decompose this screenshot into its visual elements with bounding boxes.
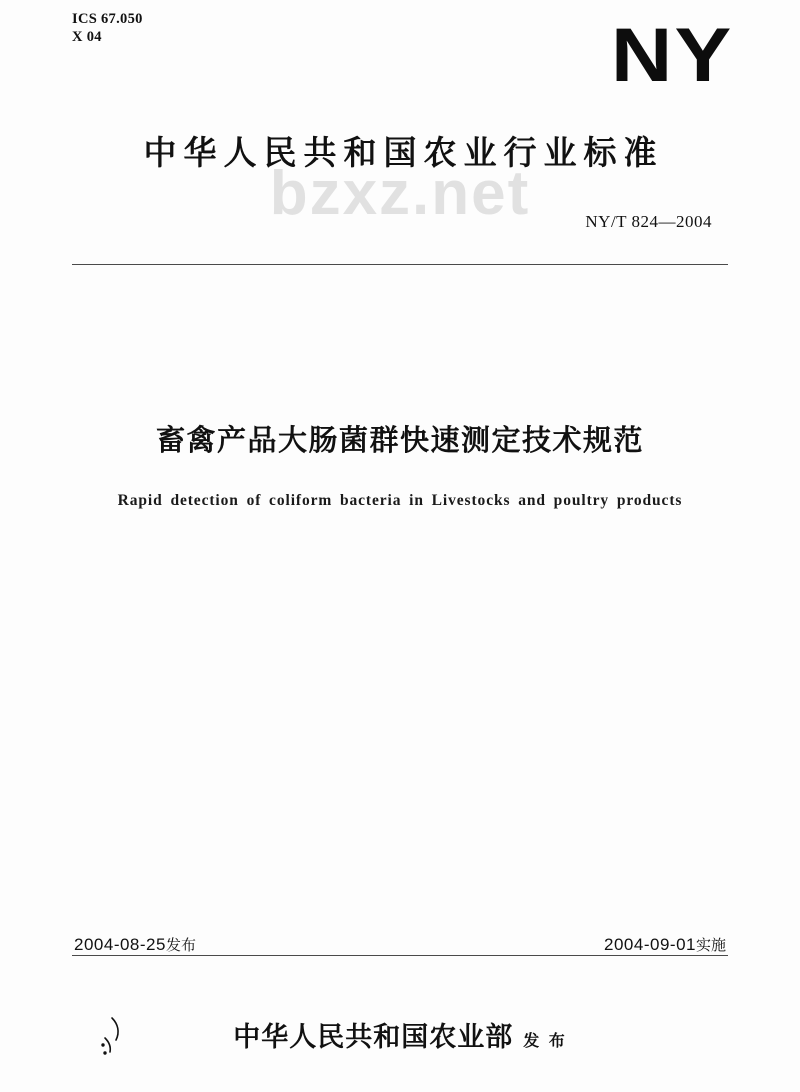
issue-date-block bbox=[74, 934, 196, 955]
standard-title-english: Rapid detection of coliform bacteria in Livestocks and poultry products bbox=[117, 492, 683, 509]
publisher-verb: 发 布 bbox=[523, 1031, 567, 1050]
standard-title-chinese: 畜禽产品大肠菌群快速测定技术规范 bbox=[155, 423, 644, 457]
effective-date-label: 实施 bbox=[695, 936, 726, 954]
watermark-text: bzxz.net bbox=[269, 159, 531, 228]
publisher-row bbox=[0, 1015, 800, 1054]
ccs-code: X 04 bbox=[72, 29, 102, 46]
issue-date-value: 2004-08-25 bbox=[74, 935, 166, 954]
effective-date-block bbox=[604, 934, 726, 955]
effective-date-value: 2004-09-01 bbox=[604, 935, 696, 954]
ny-logo: NY bbox=[611, 13, 734, 98]
issuing-body-title: 中华人民共和国农业行业标准 bbox=[143, 133, 664, 172]
ics-code: ICS 67.050 bbox=[72, 11, 143, 27]
publisher-name: 中华人民共和国农业部 bbox=[233, 1022, 514, 1053]
ics-classification-block bbox=[72, 10, 143, 46]
issue-date-label: 发布 bbox=[165, 936, 196, 954]
header-divider-line bbox=[72, 264, 728, 265]
standard-number: NY/T 824—2004 bbox=[585, 212, 712, 231]
footer-divider-line bbox=[72, 955, 728, 956]
